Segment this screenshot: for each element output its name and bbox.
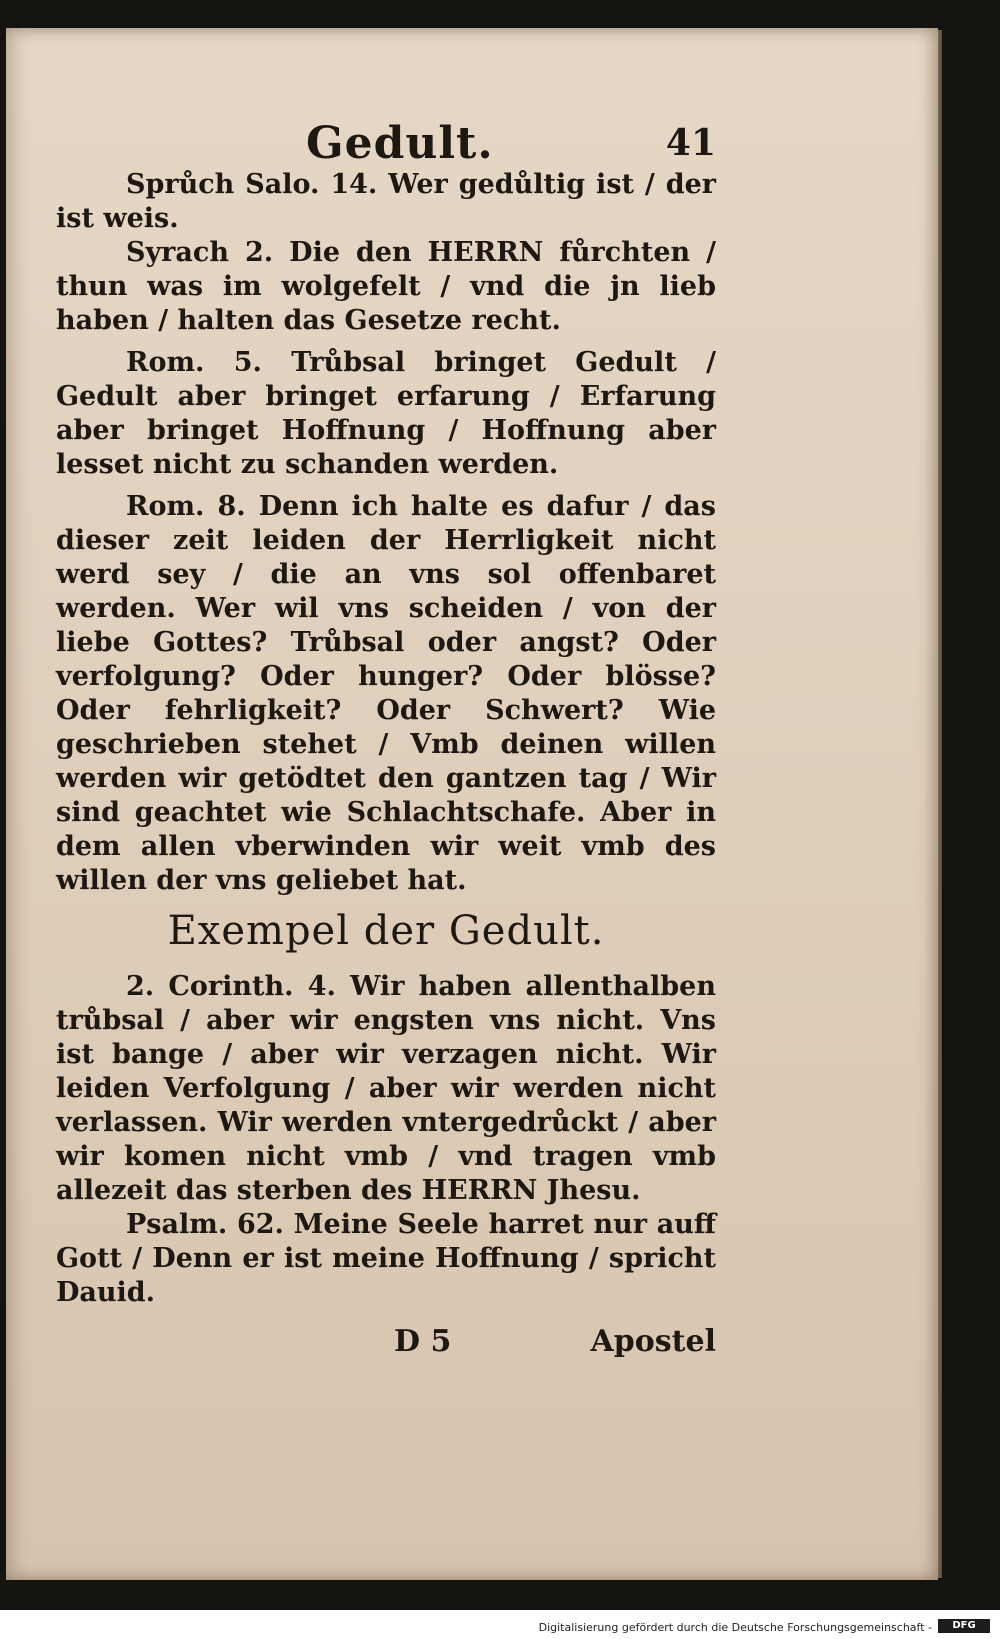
paragraph-sprueche: Sprůch Salo. 14. Wer gedůltig ist / der ist weis. xyxy=(56,169,716,234)
paragraph-rom8: Rom. 8. Denn ich halte es dafur / das dieser zeit leiden der Herrligkeit nicht werd sey / die an vns sol offenbaret werden. Wer wil vns scheiden / von der liebe Gottes? Trůbsal oder angst? Oder verfolgung? Oder hunger? Oder blösse? Oder fehrligkeit? Oder Schwert? Wie geschrieben stehet / Vmb deinen willen werden wir getödtet den gantzen tag / Wir sind geachtet wie Schlachtschafe. Aber in dem allen vberwinden wir weit vmb des willen der vns geliebet hat. xyxy=(56,491,716,896)
digitization-note: Digitalisierung gefördert durch die Deutsche Forschungsgemeinschaft - xyxy=(538,1621,932,1634)
page-header xyxy=(56,116,716,168)
paragraph-corinth: 2. Corinth. 4. Wir haben allenthalben trůbsal / aber wir engsten vns nicht. Vns ist bange / aber wir verzagen nicht. Wir leiden Verfolgung / aber wir werden nicht verlassen. Wir werden vntergedrůckt / aber wir komen nicht vmb / vnd tragen vmb allezeit das sterben des HERRN Jhesu. xyxy=(56,971,716,1206)
paragraph-psalm: Psalm. 62. Meine Seele harret nur auff Gott / Denn er ist meine Hoffnung / spricht Dauid. xyxy=(56,1209,716,1308)
book-page xyxy=(6,28,938,1580)
catchword: Apostel xyxy=(590,1324,716,1359)
running-head: Gedult. xyxy=(306,118,494,169)
section-heading: Exempel der Gedult. xyxy=(167,908,605,954)
text-block xyxy=(56,116,716,1368)
page-footer xyxy=(56,1324,716,1368)
paragraph-syrach: Syrach 2. Die den HERRN fůrchten / thun was im wolgefelt / vnd die jn lieb haben / halten das Gesetze recht. xyxy=(56,237,716,336)
signature-mark: D 5 xyxy=(394,1324,452,1359)
dfg-logo: DFG xyxy=(938,1619,990,1633)
paragraph-rom5: Rom. 5. Trůbsal bringet Gedult / Gedult aber bringet erfarung / Erfarung aber bringet Hoffnung / Hoffnung aber lesset nicht zu schanden werden. xyxy=(56,347,716,480)
page-number: 41 xyxy=(665,122,716,164)
